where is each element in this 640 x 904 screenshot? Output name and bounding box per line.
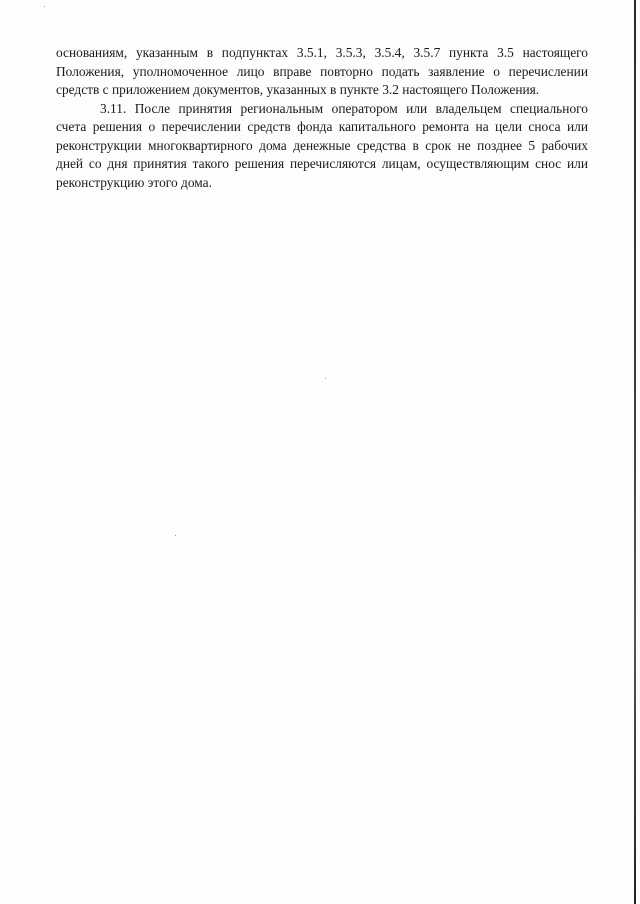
text-line: средств с приложением документов, указанных в пункте 3.2 настоящего Положения.: [56, 82, 540, 97]
paragraph-continuation: [56, 44, 588, 100]
text-line: Положения, уполномоченное лицо вправе повторно подать заявление о перечислении: [56, 63, 588, 79]
paragraph-3-11: [56, 100, 588, 193]
scan-speck: [44, 6, 45, 7]
text-line: реконструкции многоквартирного дома денежные средства в срок не позднее 5 рабочих: [56, 137, 588, 153]
scan-speck: [325, 378, 326, 379]
text-line: реконструкцию этого дома.: [56, 174, 212, 190]
text-line: дней со дня принятия такого решения перечисляются лицам, осуществляющим снос или: [56, 156, 588, 171]
text-line: счета решения о перечислении средств фонда капитального ремонта на цели сноса или: [56, 119, 588, 134]
text-line: 3.11. После принятия региональным оператором или владельцем специального: [100, 100, 588, 116]
scan-border-line: [634, 0, 636, 904]
scan-speck: [175, 535, 176, 536]
text-line: основаниям, указанным в подпунктах 3.5.1, 3.5.3, 3.5.4, 3.5.7 пункта 3.5 настоящего: [56, 45, 588, 60]
document-body: [56, 44, 588, 192]
